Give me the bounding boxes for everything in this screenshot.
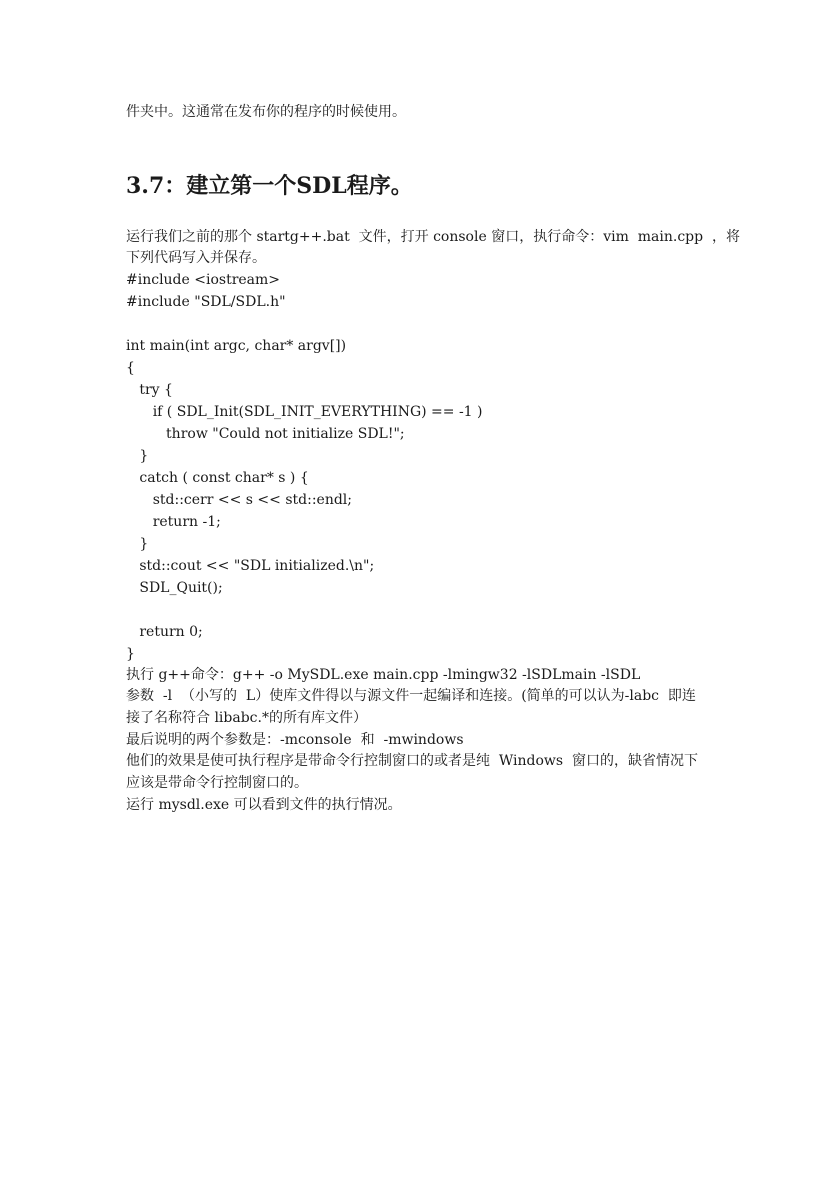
code-line: return 0; (126, 624, 203, 640)
code-line: return -1; (126, 514, 221, 530)
after-line: 运行 mysdl.exe 可以看到文件的执行情况。 (126, 797, 402, 813)
after-line: 参数 -l （小写的 L）使库文件得以与源文件一起编译和连接。(简单的可以认为-labc 即连 (126, 688, 696, 704)
section-heading: 3.7：建立第一个SDL程序。 (126, 173, 413, 199)
code-line: std::cerr << s << std::endl; (126, 492, 352, 508)
code-line: { (126, 360, 135, 376)
code-line: #include "SDL/SDL.h" (126, 294, 286, 310)
paragraph-line: 下列代码写入并保存。 (126, 250, 266, 266)
after-line: 应该是带命令行控制窗口的。 (126, 775, 308, 791)
intro-line: 件夹中。这通常在发布你的程序的时候使用。 (126, 104, 406, 120)
paragraph-line: 运行我们之前的那个 startg++.bat 文件，打开 console 窗口，执行命令：vim main.cpp ，将 (126, 229, 740, 245)
code-line: if ( SDL_Init(SDL_INIT_EVERYTHING) == -1 ) (126, 404, 483, 420)
code-line: try { (126, 382, 173, 398)
code-line: } (126, 448, 149, 464)
after-line: 执行 g++命令：g++ -o MySDL.exe main.cpp -lmingw32 -lSDLmain -lSDL (126, 667, 641, 683)
after-line: 接了名称符合 libabc.*的所有库文件） (126, 710, 367, 726)
code-line: } (126, 646, 135, 662)
after-line: 他们的效果是使可执行程序是带命令行控制窗口的或者是纯 Windows 窗口的，缺省情况下 (126, 753, 698, 769)
code-line: std::cout << "SDL initialized.\n"; (126, 558, 375, 574)
code-line: throw "Could not initialize SDL!"; (126, 426, 405, 442)
after-line: 最后说明的两个参数是：-mconsole 和 -mwindows (126, 732, 464, 748)
code-line: #include <iostream> (126, 272, 281, 288)
code-line: SDL_Quit(); (126, 580, 223, 596)
code-line: } (126, 536, 149, 552)
code-line: int main(int argc, char* argv[]) (126, 338, 347, 354)
code-line: catch ( const char* s ) { (126, 470, 309, 486)
